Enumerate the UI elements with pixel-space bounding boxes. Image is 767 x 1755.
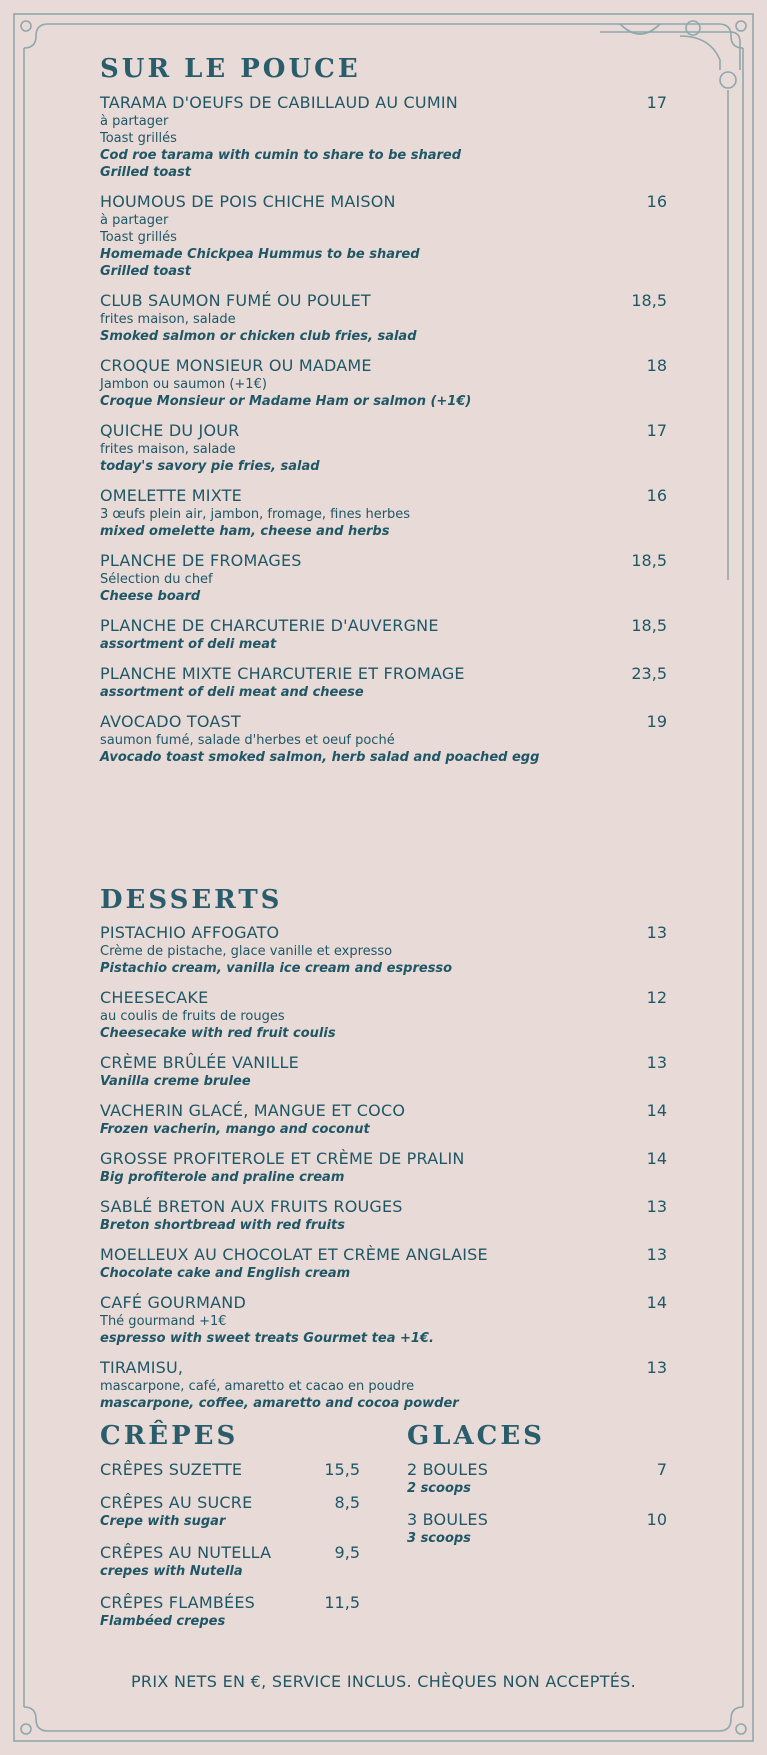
section-title-crepes: CRÊPES	[100, 1421, 239, 1452]
menu-item-row	[407, 1509, 667, 1530]
menu-item-description-en: today's savory pie fries, salad	[100, 458, 320, 474]
menu-item-description-en: Big profiterole and praline cream	[100, 1170, 345, 1186]
menu-item-name: PLANCHE MIXTE CHARCUTERIE ET FROMAGE	[100, 663, 465, 683]
menu-item-row	[100, 615, 667, 636]
section-desserts	[100, 886, 667, 1413]
menu-item-row	[100, 1052, 667, 1073]
menu-item-price: 12	[646, 988, 667, 1008]
menu-item-row	[100, 1292, 667, 1313]
menu-item-price: 17	[646, 92, 667, 112]
menu-item-name: PLANCHE DE CHARCUTERIE D'AUVERGNE	[100, 615, 439, 635]
menu-item	[100, 1244, 667, 1282]
menu-item-description-en: mascarpone, coffee, amaretto and cocoa powder	[100, 1396, 459, 1412]
menu-item-description-en: Cod roe tarama with cumin to share to be shared	[100, 147, 462, 163]
menu-item-description-en: Vanilla creme brulee	[100, 1074, 251, 1090]
menu-item-price: 16	[646, 485, 667, 505]
menu-item-row	[100, 92, 667, 113]
menu-item-price: 17	[646, 420, 667, 440]
menu-item	[100, 1542, 360, 1580]
menu-item-row	[100, 1196, 667, 1217]
menu-item-row	[100, 1148, 667, 1169]
menu-item-row	[100, 987, 667, 1008]
section-crepes	[100, 1422, 360, 1642]
menu-item-row	[100, 1459, 360, 1480]
menu-item-price: 13	[646, 1245, 667, 1265]
menu-item-name: 3 BOULES	[407, 1509, 489, 1529]
menu-item-name: TIRAMISU,	[100, 1358, 184, 1378]
menu-item	[100, 420, 667, 475]
menu-item-row	[100, 191, 667, 212]
menu-item-name: AVOCADO TOAST	[100, 711, 241, 731]
menu-item	[100, 1100, 667, 1138]
crepes-glaces-row	[100, 1422, 667, 1642]
menu-item	[100, 1459, 360, 1480]
menu-item-row	[100, 1542, 360, 1563]
menu-item-description-fr: Thé gourmand +1€	[100, 1314, 227, 1330]
menu-item-price: 18,5	[631, 550, 667, 570]
menu-item-name: CRÊPES FLAMBÉES	[100, 1592, 255, 1612]
menu-item-description-en: Smoked salmon or chicken club fries, salad	[100, 328, 417, 344]
menu-item-description-en: Chocolate cake and English cream	[100, 1266, 351, 1282]
menu-item-row	[100, 663, 667, 684]
menu-item	[100, 663, 667, 701]
menu-item-description-en: Crepe with sugar	[100, 1513, 226, 1529]
menu-item-name: HOUMOUS DE POIS CHICHE MAISON	[100, 191, 396, 211]
menu-item-price: 14	[646, 1149, 667, 1169]
section-title-desserts: DESSERTS	[100, 884, 283, 915]
menu-item-description-fr: Sélection du chef	[100, 571, 213, 587]
menu-item-price: 13	[646, 1053, 667, 1073]
menu-item-price: 11,5	[324, 1592, 360, 1612]
menu-item-row	[100, 1100, 667, 1121]
menu-item-description-en: assortment of deli meat and cheese	[100, 684, 364, 700]
menu-item-description-fr: à partager	[100, 113, 169, 129]
menu-item	[100, 1492, 360, 1530]
menu-item-description-en: 3 scoops	[407, 1530, 471, 1546]
menu-item-price: 13	[646, 1197, 667, 1217]
menu-item-description-en: Croque Monsieur or Madame Ham or salmon (+1€)	[100, 393, 472, 409]
menu-item-name: CHEESECAKE	[100, 988, 209, 1008]
menu-item-row	[100, 1357, 667, 1378]
menu-item-description-fr: Toast grillés	[100, 229, 177, 245]
menu-item-price: 9,5	[334, 1542, 360, 1562]
menu-item-description-en: Grilled toast	[100, 263, 191, 279]
menu-item-price: 14	[646, 1101, 667, 1121]
menu-item-name: 2 BOULES	[407, 1459, 489, 1479]
menu-item-name: CAFÉ GOURMAND	[100, 1293, 246, 1313]
menu-item-price: 8,5	[334, 1492, 360, 1512]
menu-item-row	[100, 550, 667, 571]
menu-item	[407, 1509, 667, 1547]
menu-item-row	[100, 420, 667, 441]
menu-item-description-en: Flambéed crepes	[100, 1613, 226, 1629]
menu-item-row	[100, 485, 667, 506]
menu-item	[100, 290, 667, 345]
section-glaces	[407, 1422, 667, 1642]
menu-item-description-fr: frites maison, salade	[100, 311, 236, 327]
menu-item-price: 18,5	[631, 615, 667, 635]
menu-item-description-en: Grilled toast	[100, 164, 191, 180]
menu-item-row	[407, 1459, 667, 1480]
menu-item-description-en: assortment of deli meat	[100, 636, 277, 652]
items-sur-le-pouce	[100, 92, 667, 766]
menu-item	[407, 1459, 667, 1497]
menu-item-name: CLUB SAUMON FUMÉ OU POULET	[100, 290, 371, 310]
menu-item-description-fr: saumon fumé, salade d'herbes et oeuf poché	[100, 732, 395, 748]
menu-item-row	[100, 711, 667, 732]
menu-item	[100, 1196, 667, 1234]
menu-item	[100, 711, 667, 766]
menu-item-name: GROSSE PROFITEROLE ET CRÈME DE PRALIN	[100, 1149, 465, 1169]
menu-item-description-en: Cheesecake with red fruit coulis	[100, 1026, 336, 1042]
menu-item	[100, 1292, 667, 1347]
menu-item-name: PLANCHE DE FROMAGES	[100, 550, 302, 570]
menu-item-name: VACHERIN GLACÉ, MANGUE ET COCO	[100, 1101, 406, 1121]
menu-item-name: CRÊPES AU SUCRE	[100, 1492, 253, 1512]
menu-item-row	[100, 1492, 360, 1513]
menu-item-description-fr: Jambon ou saumon (+1€)	[100, 376, 267, 392]
menu-item	[100, 987, 667, 1042]
section-title-glaces: GLACES	[407, 1421, 545, 1452]
items-desserts	[100, 922, 667, 1412]
menu-item-price: 7	[656, 1459, 667, 1479]
menu-item-row	[100, 1592, 360, 1613]
menu-item-description-en: espresso with sweet treats Gourmet tea +1€.	[100, 1331, 434, 1347]
menu-item-description-en: crepes with Nutella	[100, 1563, 243, 1579]
menu-item-description-en: Breton shortbread with red fruits	[100, 1218, 346, 1234]
menu-item-name: CRÊPES SUZETTE	[100, 1459, 243, 1479]
menu-item-price: 15,5	[324, 1459, 360, 1479]
menu-item-description-en: Cheese board	[100, 588, 201, 604]
menu-item-price: 18	[646, 355, 667, 375]
menu-item-price: 14	[646, 1293, 667, 1313]
menu-item-name: TARAMA D'OEUFS DE CABILLAUD AU CUMIN	[100, 92, 458, 112]
menu-item-description-fr: à partager	[100, 212, 169, 228]
menu-item-price: 13	[646, 923, 667, 943]
menu-item	[100, 1052, 667, 1090]
menu-item	[100, 922, 667, 977]
menu-item-name: MOELLEUX AU CHOCOLAT ET CRÈME ANGLAISE	[100, 1245, 488, 1265]
menu-item-name: CRÊPES AU NUTELLA	[100, 1542, 272, 1562]
menu-item-price: 19	[646, 711, 667, 731]
menu-item-name: PISTACHIO AFFOGATO	[100, 923, 280, 943]
menu-item-description-fr: Toast grillés	[100, 130, 177, 146]
menu-item-row	[100, 1244, 667, 1265]
menu-item-name: OMELETTE MIXTE	[100, 485, 242, 505]
menu-item-name: QUICHE DU JOUR	[100, 420, 240, 440]
section-sur-le-pouce	[100, 55, 667, 766]
menu-item-description-en: Avocado toast smoked salmon, herb salad and poached egg	[100, 749, 540, 765]
menu-item-description-fr: Crème de pistache, glace vanille et expresso	[100, 944, 393, 960]
menu-item	[100, 92, 667, 181]
menu-item-description-en: mixed omelette ham, cheese and herbs	[100, 523, 390, 539]
menu-item-description-fr: mascarpone, café, amaretto et cacao en poudre	[100, 1379, 415, 1395]
items-glaces	[407, 1459, 667, 1547]
menu-item	[100, 550, 667, 605]
section-title-sur-le-pouce: SUR LE POUCE	[100, 54, 361, 84]
menu-item-description-fr: frites maison, salade	[100, 441, 236, 457]
menu-item	[100, 355, 667, 410]
menu-item-name: CRÈME BRÛLÉE VANILLE	[100, 1053, 299, 1073]
menu-item-row	[100, 355, 667, 376]
menu-item-price: 10	[646, 1509, 667, 1529]
menu-item	[100, 1357, 667, 1412]
menu-item-description-en: Homemade Chickpea Hummus to be shared	[100, 246, 420, 262]
menu-item	[100, 1592, 360, 1630]
menu-item-price: 16	[646, 191, 667, 211]
menu-item-row	[100, 922, 667, 943]
menu-content	[100, 55, 667, 1642]
menu-item	[100, 1148, 667, 1186]
menu-item-description-fr: 3 œufs plein air, jambon, fromage, fines herbes	[100, 506, 411, 522]
menu-item	[100, 191, 667, 280]
menu-item-description-en: Frozen vacherin, mango and coconut	[100, 1122, 370, 1138]
menu-item	[100, 485, 667, 540]
menu-item-name: CROQUE MONSIEUR OU MADAME	[100, 355, 372, 375]
menu-item-description-en: Pistachio cream, vanilla ice cream and espresso	[100, 961, 453, 977]
menu-item-description-fr: au coulis de fruits de rouges	[100, 1009, 285, 1025]
menu-item	[100, 615, 667, 653]
menu-item-row	[100, 290, 667, 311]
menu-item-price: 13	[646, 1358, 667, 1378]
menu-item-name: SABLÉ BRETON AUX FRUITS ROUGES	[100, 1197, 403, 1217]
menu-item-price: 18,5	[631, 290, 667, 310]
menu-item-description-en: 2 scoops	[407, 1480, 471, 1496]
items-crepes	[100, 1459, 360, 1630]
footer-note: PRIX NETS EN €, SERVICE INCLUS. CHÈQUES NON ACCEPTÉS.	[130, 1672, 637, 1691]
menu-item-price: 23,5	[631, 663, 667, 683]
